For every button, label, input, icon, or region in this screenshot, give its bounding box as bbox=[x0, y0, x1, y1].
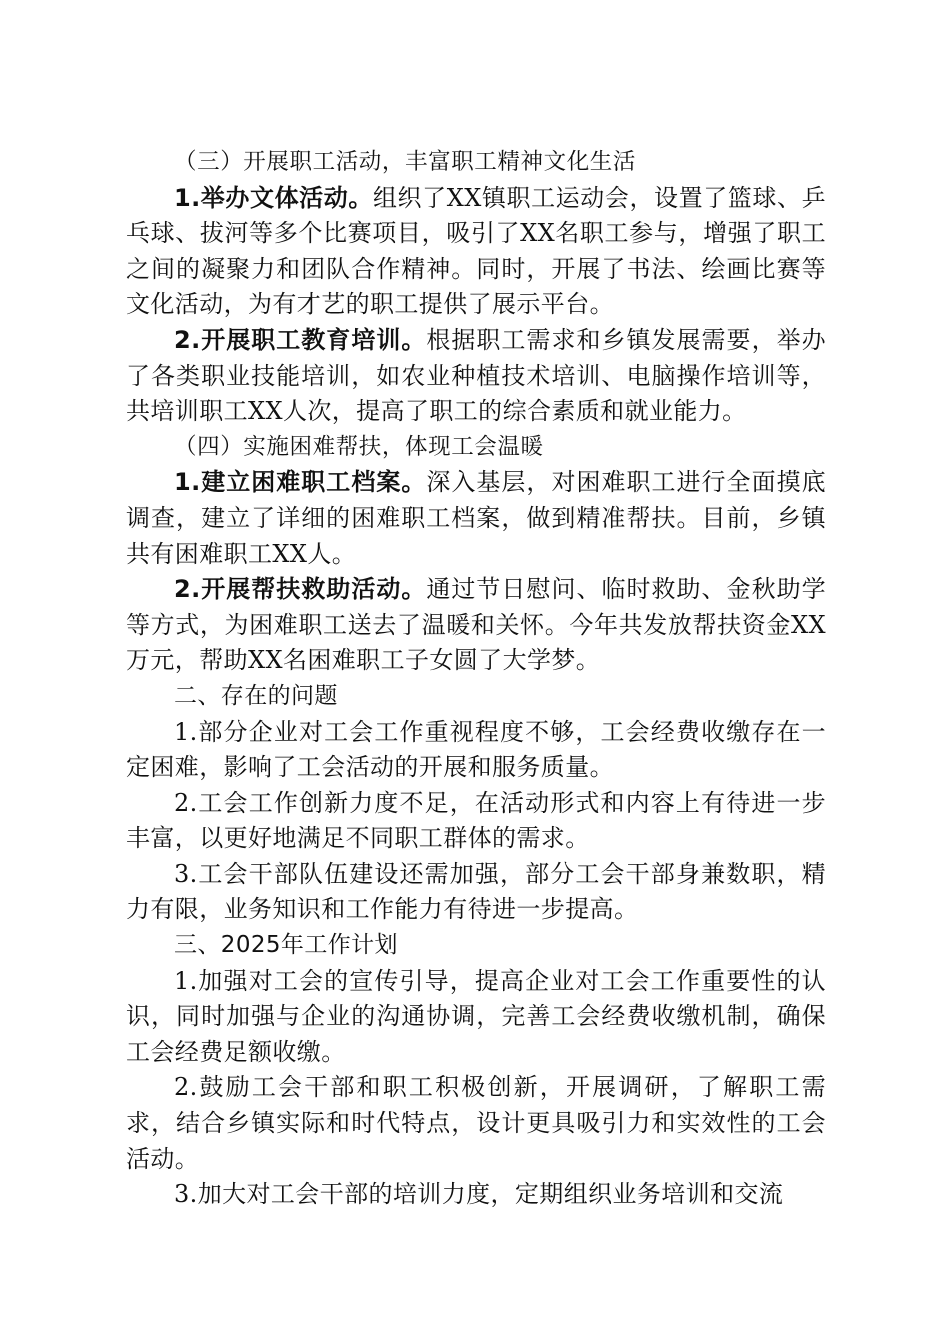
item-lead: 2.开展帮扶救助活动。 bbox=[174, 575, 427, 604]
item-lead: 1.举办文体活动。 bbox=[174, 183, 373, 212]
item-hardship-archive bbox=[126, 465, 826, 572]
item-body: 通过节日慰问、临时救助、金秋助学等方式，为困难职工送去了温暖和关怀。今年共发放帮扶资金XX万元，帮助XX名困难职工子女圆了大学梦。 bbox=[126, 575, 826, 675]
plan-paragraph: 2.鼓励工会干部和职工积极创新，开展调研，了解职工需求，结合乡镇实际和时代特点，设计更具吸引力和实效性的工会活动。 bbox=[126, 1073, 826, 1173]
item-lead: 2.开展职工教育培训。 bbox=[174, 325, 427, 354]
item-education-training bbox=[126, 323, 826, 430]
plan-paragraph: 1.加强对工会的宣传引导，提高企业对工会工作重要性的认识，同时加强与企业的沟通协调，完善工会经费收缴机制，确保工会经费足额收缴。 bbox=[126, 966, 826, 1066]
document-page bbox=[126, 145, 826, 1213]
problem-paragraph: 1.部分企业对工会工作重视程度不够，工会经费收缴存在一定困难，影响了工会活动的开展和服务质量。 bbox=[126, 717, 826, 782]
subheading-activities: （三）开展职工活动，丰富职工精神文化生活 bbox=[174, 149, 637, 175]
problem-paragraph: 3.工会干部队伍建设还需加强，部分工会干部身兼数职，精力有限，业务知识和工作能力有待进一步提高。 bbox=[126, 859, 826, 924]
item-sports-activities bbox=[126, 181, 826, 323]
plan-paragraph: 3.加大对工会干部的培训力度，定期组织业务培训和交流 bbox=[174, 1180, 784, 1209]
problem-paragraph: 2.工会工作创新力度不足，在活动形式和内容上有待进一步丰富，以更好地满足不同职工群体的需求。 bbox=[126, 788, 826, 853]
item-relief-activities bbox=[126, 572, 826, 679]
item-body: 深入基层，对困难职工进行全面摸底调查，建立了详细的困难职工档案，做到精准帮扶。目前，乡镇共有困难职工XX人。 bbox=[126, 468, 826, 568]
item-body: 组织了XX镇职工运动会，设置了篮球、乒乓球、拔河等多个比赛项目，吸引了XX名职工参与，增强了职工之间的凝聚力和团队合作精神。同时，开展了书法、绘画比赛等文化活动，为有才艺的职工提供了展示平台。 bbox=[126, 183, 826, 319]
item-lead: 1.建立困难职工档案。 bbox=[174, 468, 427, 497]
heading-problems: 二、存在的问题 bbox=[174, 682, 338, 709]
item-body: 根据职工需求和乡镇发展需要，举办了各类职业技能培训，如农业种植技术培训、电脑操作培训等，共培训职工XX人次，提高了职工的综合素质和就业能力。 bbox=[126, 325, 826, 426]
subheading-hardship-aid: （四）实施困难帮扶，体现工会温暖 bbox=[174, 433, 544, 460]
heading-work-plan: 三、2025年工作计划 bbox=[174, 932, 398, 959]
